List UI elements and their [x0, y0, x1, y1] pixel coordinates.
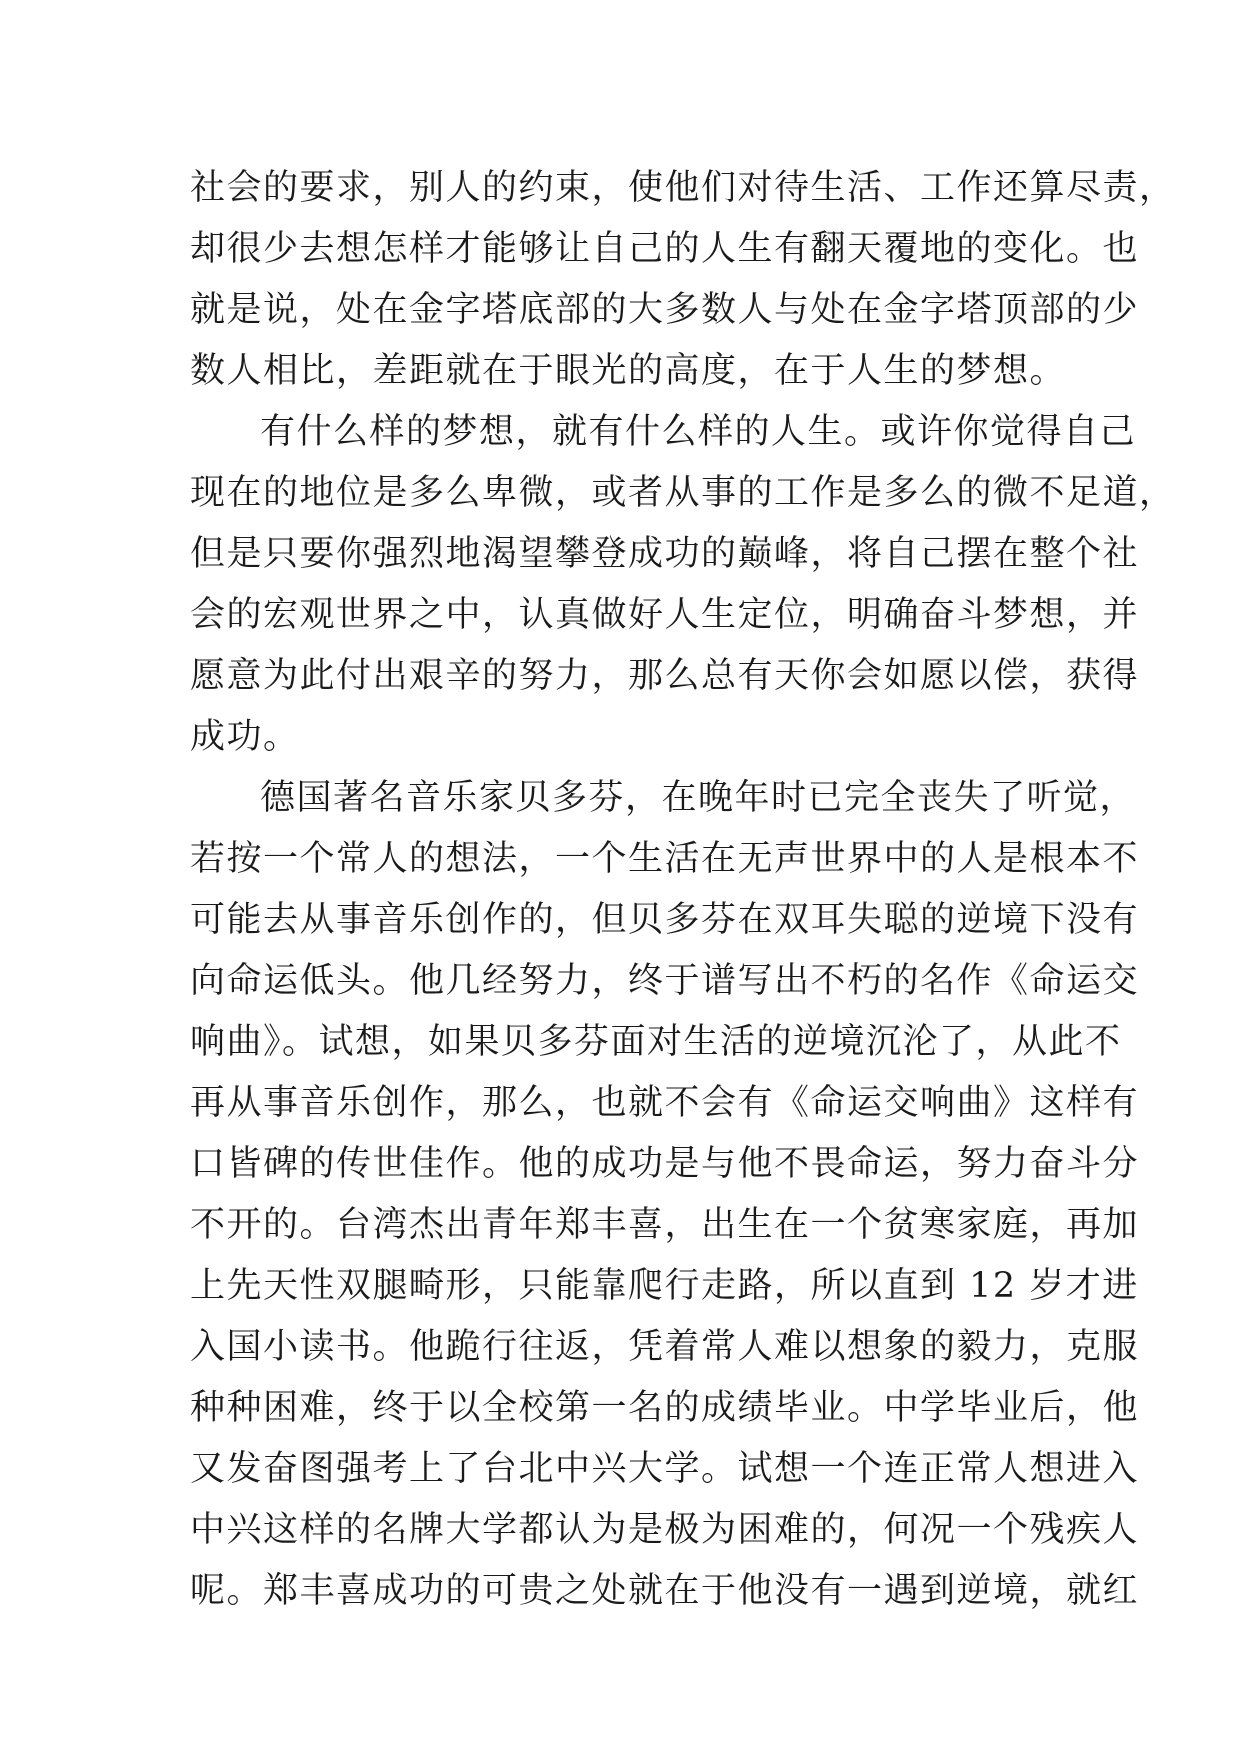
text-line: 却很少去想怎样才能够让自己的人生有翻天覆地的变化。也	[190, 229, 1140, 269]
text-line: 呢。郑丰喜成功的可贵之处就在于他没有一遇到逆境，就红	[190, 1571, 1140, 1611]
text-line: 上先天性双腿畸形，只能靠爬行走路，所以直到 12 岁才进	[190, 1266, 1139, 1306]
text-line: 愿意为此付出艰辛的努力，那么总有天你会如愿以偿，获得	[190, 656, 1140, 696]
text-line: 口皆碑的传世佳作。他的成功是与他不畏命运，努力奋斗分	[190, 1144, 1140, 1184]
text-line: 向命运低头。他几经努力，终于谱写出不朽的名作《命运交	[190, 961, 1140, 1001]
text-line: 但是只要你强烈地渴望攀登成功的巅峰，将自己摆在整个社	[190, 534, 1140, 574]
text-line: 不开的。台湾杰出青年郑丰喜，出生在一个贫寒家庭，再加	[190, 1205, 1140, 1245]
text-line: 社会的要求，别人的约束，使他们对待生活、工作还算尽责，	[190, 168, 1176, 208]
text-line: 现在的地位是多么卑微，或者从事的工作是多么的微不足道，	[190, 473, 1176, 513]
text-line: 可能去从事音乐创作的，但贝多芬在双耳失聪的逆境下没有	[190, 900, 1140, 940]
text-line: 响曲》。试想，如果贝多芬面对生活的逆境沉沦了，从此不	[190, 1022, 1122, 1062]
text-line: 成功。	[190, 717, 300, 757]
text-line: 又发奋图强考上了台北中兴大学。试想一个连正常人想进入	[190, 1449, 1140, 1489]
text-line: 再从事音乐创作，那么，也就不会有《命运交响曲》这样有	[190, 1083, 1140, 1123]
text-line: 中兴这样的名牌大学都认为是极为困难的，何况一个残疾人	[190, 1510, 1140, 1550]
text-line: 会的宏观世界之中，认真做好人生定位，明确奋斗梦想，并	[190, 595, 1140, 635]
text-line: 若按一个常人的想法，一个生活在无声世界中的人是根本不	[190, 839, 1140, 879]
text-line: 种种困难，终于以全校第一名的成绩毕业。中学毕业后，他	[190, 1388, 1140, 1428]
paragraph-first-line: 有什么样的梦想，就有什么样的人生。或许你觉得自己	[260, 412, 1137, 452]
text-line: 就是说，处在金字塔底部的大多数人与处在金字塔顶部的少	[190, 290, 1140, 330]
paragraph-first-line: 德国著名音乐家贝多芬，在晚年时已完全丧失了听觉，	[260, 778, 1137, 818]
text-line: 入国小读书。他跪行往返，凭着常人难以想象的毅力，克服	[190, 1327, 1140, 1367]
body-text	[190, 158, 1176, 1622]
text-line: 数人相比，差距就在于眼光的高度，在于人生的梦想。	[190, 351, 1067, 391]
